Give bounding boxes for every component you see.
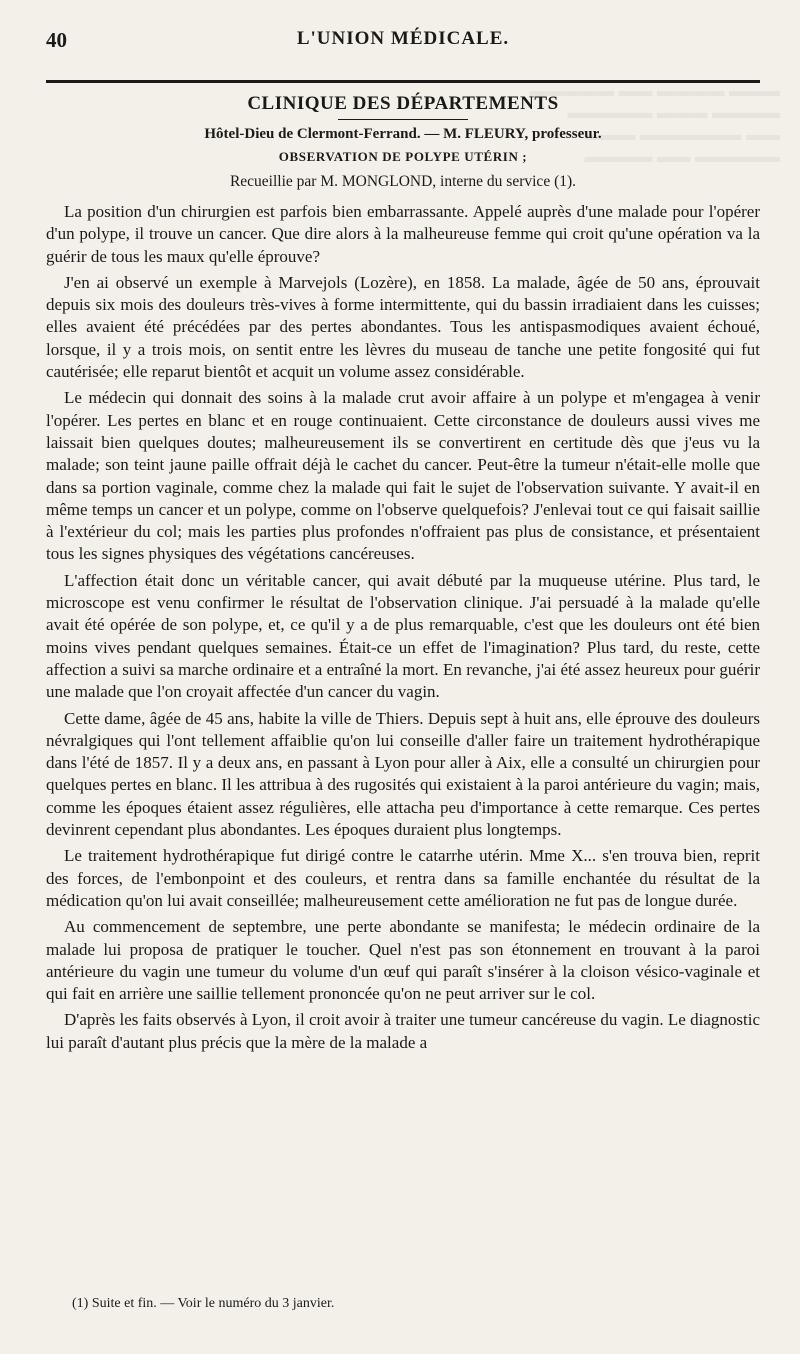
section-title: CLINIQUE DES DÉPARTEMENTS: [247, 93, 559, 114]
header-rule: [46, 80, 760, 83]
paragraph: Cette dame, âgée de 45 ans, habite la ville de Thiers. Depuis sept à huit ans, elle éprouve des douleurs névralgiques qui l'ont tellement affaiblie qu'on lui conseille d'aller faire un traitement hydrothérapique dans l'été de 1857. Il y a deux ans, en passant à Lyon pour aller à Aix, elle a consulté un chirurgien pour quelques pertes en blanc. Il les attribua à des rugosités qui existaient à la paroi antérieure du vagin; mais, comme les époques étaient assez régulières, elle attacha peu d'importance à cette remarque. Ces pertes devinrent cependant plus abondantes. Les époques duraient plus longtemps.: [46, 708, 760, 840]
paragraph: Au commencement de septembre, une perte abondante se manifesta; le médecin ordinaire de la malade lui proposa de pratiquer le toucher. Quel n'est pas son étonnement en trouvant à la paroi antérieure du vagin une tumeur du volume d'un œuf qui paraît s'insérer à la cloison vésico-vaginale et qui fait en arrière une saillie tellement prononcée qu'on ne peut arriver sur le col.: [46, 917, 760, 1004]
page-number: 40: [46, 28, 67, 52]
institution-line: Hôtel-Dieu de Clermont-Ferrand. — M. FLEURY, professeur.: [204, 126, 602, 142]
section-title-underline: [338, 119, 468, 120]
paragraph: Le médecin qui donnait des soins à la malade crut avoir affaire à un polype et m'engagea à venir l'opérer. Les pertes en blanc et en rouge continuaient. Cette circonstance de douleurs aussi vives me laissait bien quelques doutes; malheureusement ils se convertirent en certitude dès que j'eus vu la malade; son teint jaune paille offrait déjà le cachet du cancer. Peut-être la tumeur n'était-elle molle que dans sa portion vaginale, comme chez la malade qui fait le sujet de l'observation suivante. Y avait-il en même temps un cancer et un polype, comme on l'observe quelquefois? J'enlevai tout ce qui faisait saillie à l'extérieur du col; mais les parties plus profondes n'offraient pas plus de consistance, et présentaient tous les signes physiques des végétations cancéreuses.: [46, 388, 760, 564]
article-body: [46, 201, 760, 1054]
paragraph: D'après les faits observés à Lyon, il croit avoir à traiter une tumeur cancéreuse du vagin. Le diagnostic lui paraît d'autant plus précis que la mère de la malade a: [46, 1010, 760, 1052]
journal-title: L'UNION MÉDICALE.: [296, 28, 510, 49]
observation-title: OBSERVATION DE POLYPE UTÉRIN ;: [278, 149, 528, 164]
show-through-texture: ▬▬▬ ▬▬▬▬ ▬▬ ▬▬▬▬▬ ▬▬▬▬ ▬▬▬ ▬▬▬▬▬ ▬▬ ▬▬▬▬▬▬ ▬▬▬ ▬▬▬▬▬ ▬▬ ▬▬▬▬: [529, 81, 780, 166]
paragraph: J'en ai observé un exemple à Marvejols (Lozère), en 1858. La malade, âgée de 50 ans, éprouvait depuis six mois des douleurs très-vives à forme intermittente, qui du bassin irradiaient dans les cuisses; elles avaient été précédées par des pertes abondantes. Tous les antispasmodiques avaient échoué, lorsque, il y a trois mois, on sentit entre les lèvres du museau de tanche une petite fongosité qui fut cautérisée; elle reparut bientôt et acquit un volume assez considérable.: [46, 272, 760, 382]
footnote: (1) Suite et fin. — Voir le numéro du 3 janvier.: [72, 1296, 335, 1311]
paragraph: La position d'un chirurgien est parfois bien embarrassante. Appelé auprès d'une malade pour l'opérer d'un polype, il trouve un cancer. Que dire alors à la malheureuse femme qui croit qu'une opération va la guérir de tous les maux qu'elle éprouve?: [46, 202, 760, 266]
byline: Recueillie par M. MONGLOND, interne du service (1).: [229, 173, 577, 190]
paragraph: L'affection était donc un véritable cancer, qui avait débuté par la muqueuse utérine. Plus tard, le microscope est venu confirmer le résultat de l'observation clinique. J'ai persuadé à la malade qu'elle avait été opérée de son polype, et, ce qu'il y a de plus remarquable, c'est que les douleurs ont été bien moins vives pendant quelques semaines. Était-ce un effet de l'imagination? Plus tard, du reste, cette affection a suivi sa marche ordinaire et a entraîné la mort. En revanche, j'ai été assez heureux pour guérir une malade que l'on croyait affectée d'un cancer du vagin.: [46, 570, 760, 702]
running-head: [46, 22, 760, 52]
paragraph: Le traitement hydrothérapique fut dirigé contre le catarrhe utérin. Mme X... s'en trouva bien, reprit des forces, de l'embonpoint et des couleurs, et rentra dans sa famille enchantée du résultat de la médication qu'on lui avait conseillée; malheureusement cette amélioration ne fut pas de longue durée.: [46, 846, 760, 910]
